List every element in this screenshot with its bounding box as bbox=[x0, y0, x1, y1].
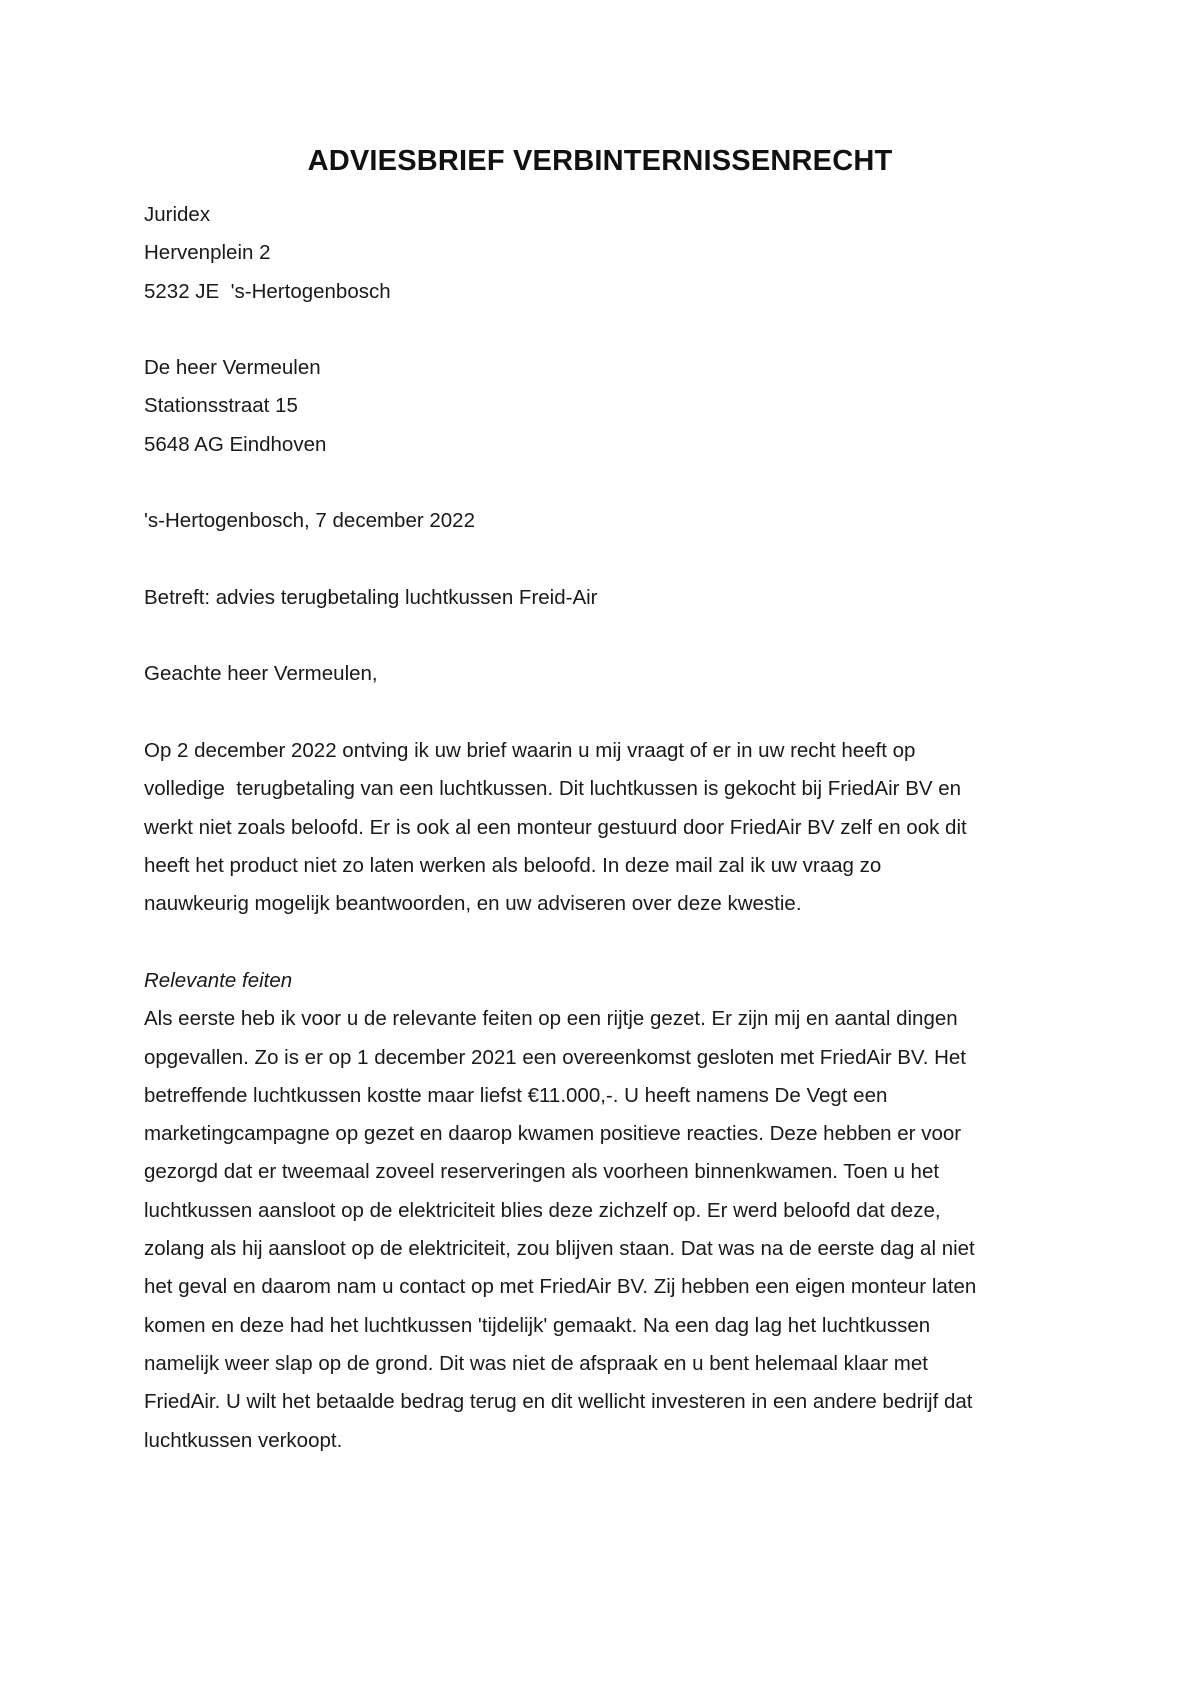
facts-line: luchtkussen aansloot op de elektriciteit blies deze zichzelf op. Er werd beloofd dat deze, bbox=[144, 1198, 941, 1222]
sender-name: Juridex bbox=[144, 203, 211, 226]
recipient-street: Stationsstraat 15 bbox=[144, 394, 298, 418]
facts-line: het geval en daarom nam u contact op met FriedAir BV. Zij hebben een eigen monteur laten bbox=[144, 1275, 977, 1299]
intro-line: nauwkeurig mogelijk beantwoorden, en uw adviseren over deze kwestie. bbox=[144, 892, 802, 916]
facts-line: betreffende luchtkussen kostte maar liefst €11.000,-. U heeft namens De Vegt een bbox=[144, 1083, 888, 1107]
salutation bbox=[144, 655, 1064, 693]
document-title: ADVIESBRIEF VERBINTERNISSENRECHT bbox=[307, 145, 893, 177]
recipient-address bbox=[144, 349, 1064, 464]
sender-street: Hervenplein 2 bbox=[144, 241, 271, 265]
facts-line: luchtkussen verkoopt. bbox=[144, 1428, 343, 1452]
facts-line: zolang als hij aansloot op de elektriciteit, zou blijven staan. Dat was na de eerste dag al niet bbox=[144, 1237, 975, 1261]
facts-line: FriedAir. U wilt het betaalde bedrag terug en dit wellicht investeren in een andere bedrijf dat bbox=[144, 1390, 973, 1414]
sender-address bbox=[144, 196, 1064, 311]
intro-line: heeft het product niet zo laten werken als beloofd. In deze mail zal ik uw vraag zo bbox=[144, 853, 882, 877]
facts-line: namelijk weer slap op de grond. Dit was niet de afspraak en u bent helemaal klaar met bbox=[144, 1351, 928, 1375]
intro-paragraph bbox=[144, 732, 1064, 923]
intro-line: volledige terugbetaling van een luchtkussen. Dit luchtkussen is gekocht bij FriedAir BV en bbox=[144, 777, 962, 801]
place-date bbox=[144, 502, 1064, 540]
place-date-text: 's-Hertogenbosch, 7 december 2022 bbox=[144, 509, 475, 532]
recipient-name: De heer Vermeulen bbox=[144, 356, 321, 379]
recipient-postal-city: 5648 AG Eindhoven bbox=[144, 432, 327, 456]
facts-line: opgevallen. Zo is er op 1 december 2021 een overeenkomst gesloten met FriedAir BV. Het bbox=[144, 1045, 966, 1069]
facts-line: marketingcampagne op gezet en daarop kwamen positieve reacties. Deze hebben er voor bbox=[144, 1122, 962, 1146]
facts-section bbox=[144, 962, 1064, 1460]
intro-line: werkt niet zoals beloofd. Er is ook al een monteur gestuurd door FriedAir BV zelf en ook dit bbox=[144, 815, 967, 839]
salutation-text: Geachte heer Vermeulen, bbox=[144, 662, 378, 685]
facts-line: komen en deze had het luchtkussen 'tijdelijk' gemaakt. Na een dag lag het luchtkussen bbox=[144, 1313, 931, 1337]
subject-text: Betreft: advies terugbetaling luchtkussen Freid-Air bbox=[144, 586, 598, 609]
sender-postal-city: 5232 JE 's-Hertogenbosch bbox=[144, 279, 391, 303]
section-heading: Relevante feiten bbox=[144, 969, 293, 992]
facts-line: Als eerste heb ik voor u de relevante feiten op een rijtje gezet. Er zijn mij en aantal dingen bbox=[144, 1007, 958, 1031]
subject-line bbox=[144, 579, 1064, 617]
intro-line: Op 2 december 2022 ontving ik uw brief waarin u mij vraagt of er in uw recht heeft op bbox=[144, 739, 916, 762]
facts-line: gezorgd dat er tweemaal zoveel reserveringen als voorheen binnenkwamen. Toen u het bbox=[144, 1160, 940, 1184]
